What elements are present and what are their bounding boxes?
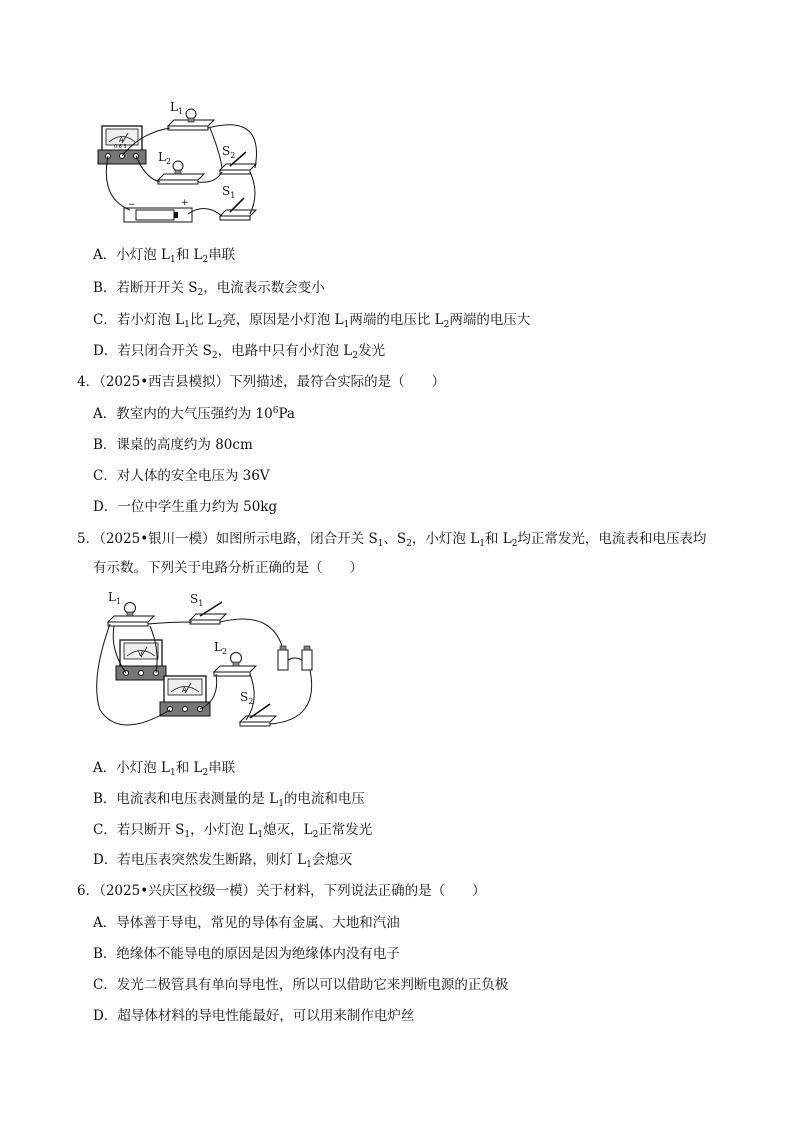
figure-circuit-q3 (90, 98, 270, 233)
q4-option-b: B．课桌的高度约为 80cm (93, 437, 253, 453)
circuit-diagram-q3 (90, 98, 270, 233)
q5-option-d: D．若电压表突然发生断路，则灯 $L_1$会熄灭 (93, 852, 353, 870)
battery-plus: + (181, 198, 189, 208)
label-l1: $L_1$ (170, 100, 184, 116)
label-s1: $S_1$ (222, 184, 236, 200)
label-l2: $L_2$ (214, 640, 228, 656)
battery-minus: − (128, 200, 136, 210)
label-s1: $S_1$ (190, 592, 204, 608)
q5-option-c: C．若只断开 $S_1$，小灯泡 $L_1$熄灭，$L_2$正常发光 (93, 822, 373, 840)
label-s2: $S_2$ (222, 144, 236, 160)
q5-option-b: B．电流表和电压表测量的是 $L_1$的电流和电压 (93, 791, 365, 809)
q3-option-c: C．若小灯泡 $L_1$比 $L_2$亮，原因是小灯泡 $L_1$两端的电压比 $L_2$两端的电压大 (93, 312, 531, 330)
q3-option-b: B．若断开开关 $S_2$，电流表示数会变小 (93, 280, 325, 298)
q6-option-b: B．绝缘体不能导电的原因是因为绝缘体内没有电子 (93, 946, 400, 962)
q5-stem-line2: 有示数。下列关于电路分析正确的是（ ） (93, 560, 363, 576)
q6-option-d: D．超导体材料的导电性能最好，可以用来制作电炉丝 (93, 1008, 415, 1024)
ammeter-letter: A (119, 136, 124, 144)
q4-option-d: D．一位中学生重力约为 50kg (93, 499, 278, 515)
q6-stem: 6．（2025•兴庆区校级一模）关于材料，下列说法正确的是（ ） (77, 883, 486, 899)
label-l1: $L_1$ (108, 590, 122, 606)
q6-option-a: A．导体善于导电，常见的导体有金属、大地和汽油 (93, 915, 400, 931)
q4-stem: 4．（2025•西吉县模拟）下列描述，最符合实际的是（ ） (77, 374, 446, 390)
q3-option-d: D．若只闭合开关 $S_2$，电路中只有小灯泡 $L_2$发光 (93, 343, 386, 361)
ammeter-letter: A (182, 686, 187, 694)
q5-stem-line1: 5．（2025•银川一模）如图所示电路，闭合开关 $S_1$、$S_2$，小灯泡 $L_1$和 $L_2$均正常发光，电流表和电压表均 (77, 531, 707, 549)
label-l2: $L_2$ (158, 150, 172, 166)
q5-option-a: A．小灯泡 $L_1$和 $L_2$串联 (93, 760, 236, 778)
label-s2: $S_2$ (240, 690, 254, 706)
circuit-diagram-q5 (90, 590, 320, 740)
q4-option-a: A．教室内的大气压强约为 $10^6Pa$ (93, 406, 295, 422)
q6-option-c: C．发光二极管具有单向导电性，所以可以借助它来判断电源的正负极 (93, 977, 509, 993)
q4-option-c: C．对人体的安全电压为 36V (93, 468, 270, 484)
figure-circuit-q5 (90, 590, 320, 740)
q3-option-a: A．小灯泡 $L_1$和 $L_2$串联 (93, 247, 236, 265)
voltmeter-letter: V (138, 650, 143, 658)
ammeter-scale: 0.6 3 (114, 144, 127, 150)
